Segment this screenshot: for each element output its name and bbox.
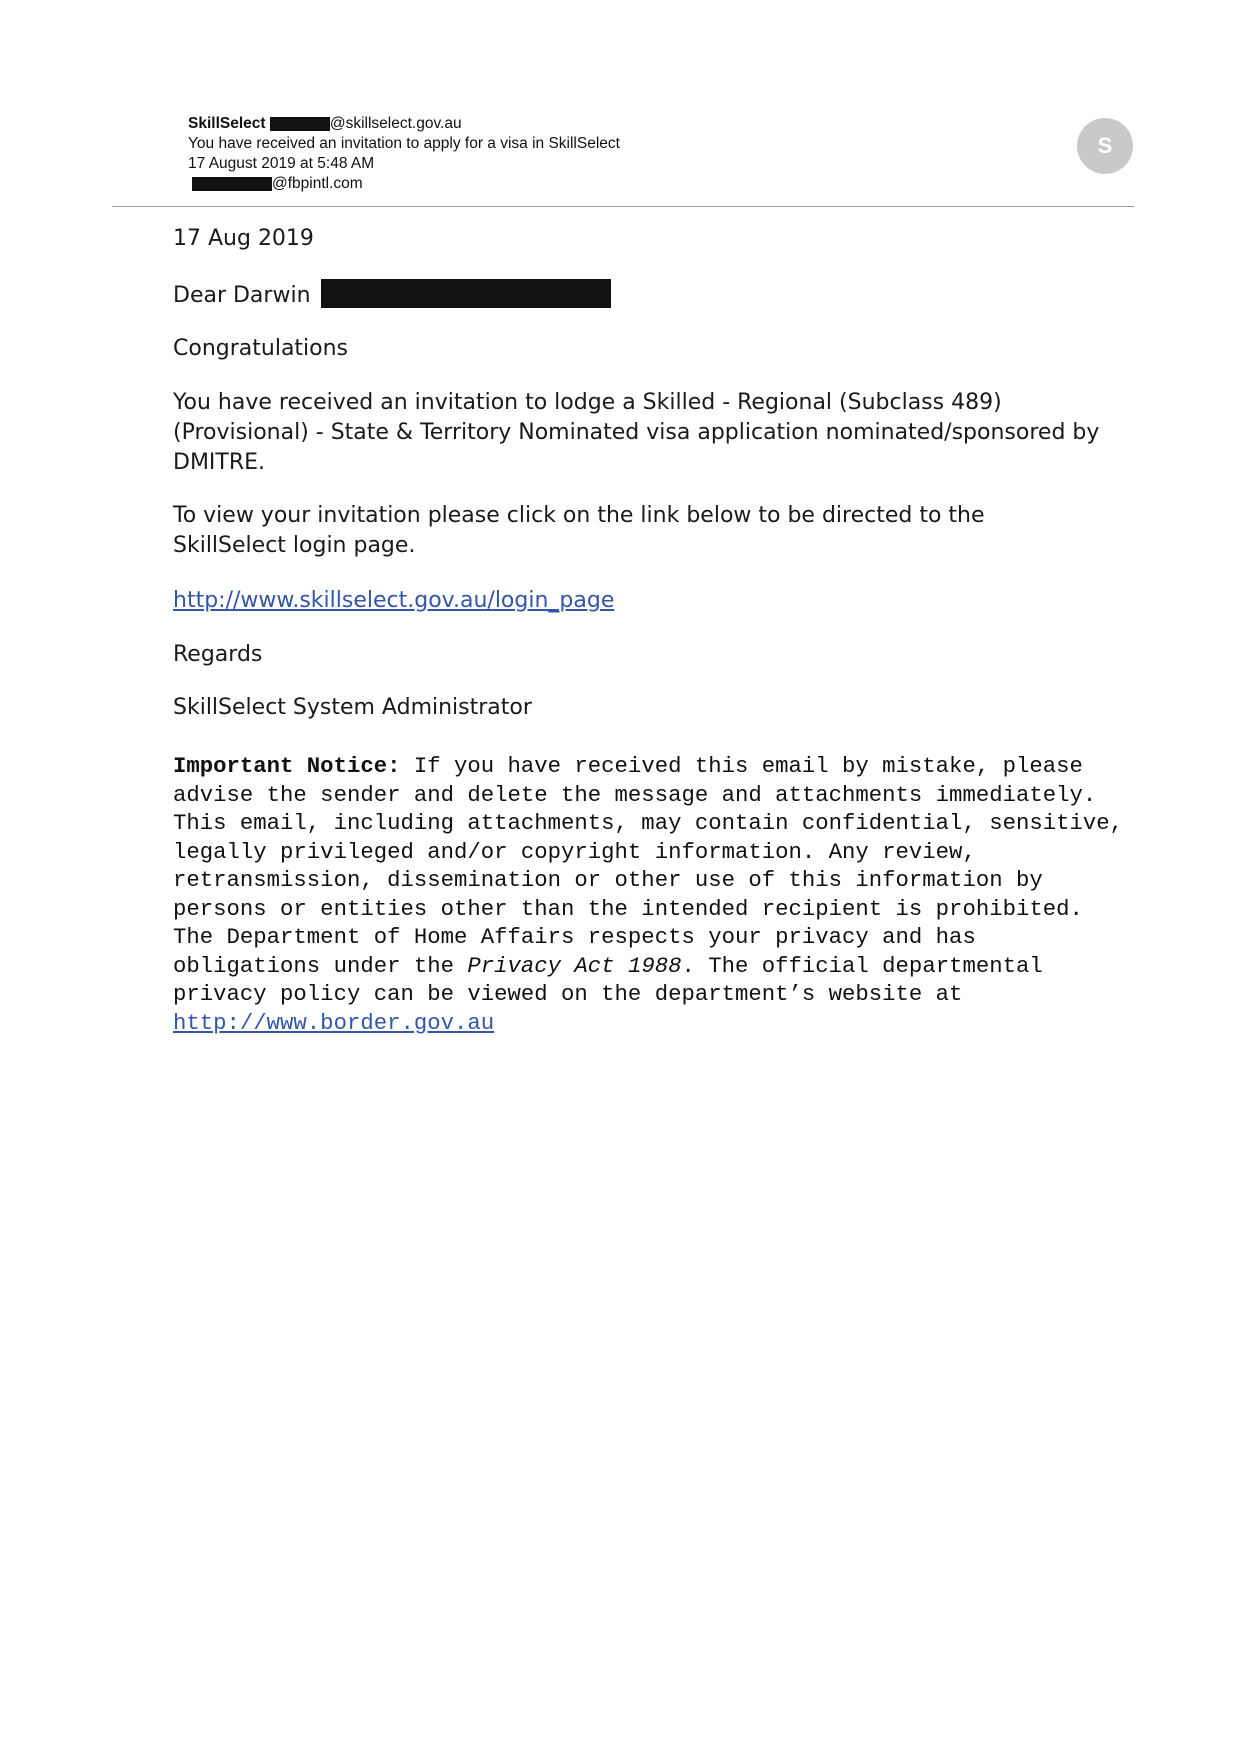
notice-label: Important Notice: (173, 753, 401, 779)
important-notice (173, 752, 1123, 1037)
date-value: 17 August 2019 at 5:48 AM (188, 155, 375, 172)
notice-text-1: If you have received this email by mistake, please advise the sender and delete the message and attachments immediately. This email, including attachments, may contain confidential, sensitive, legally privileged and/or copyright information. Any review, retransmission, dissemination or other use of this information by persons or entities other than the intended recipient is prohibited. The Department of Home Affairs respects your privacy and has obligations under the (173, 753, 1124, 979)
redaction-bar (192, 177, 272, 191)
notice-text-2: . The official departmental privacy policy can be viewed on the department’s website at (173, 952, 1043, 1007)
login-link[interactable]: http://www.skillselect.gov.au/login_page (173, 588, 615, 613)
from-domain: @skillselect.gov.au (329, 115, 462, 132)
to-value (188, 174, 363, 194)
login-link-line (173, 586, 614, 616)
to-domain: @fbpintl.com (272, 175, 363, 192)
from-name: SkillSelect (188, 115, 266, 132)
redaction-bar (270, 117, 330, 131)
invitation-paragraph: You have received an invitation to lodge a Skilled - Regional (Subclass 489) (Provisional) - State & Territory Nominated visa application nominated/sponsored by DMITRE. (173, 390, 1100, 475)
body-date: 17 Aug 2019 (173, 226, 314, 251)
greeting-text: Dear Darwin (173, 283, 311, 308)
regards: Regards (173, 642, 263, 667)
redaction-bar (321, 279, 611, 308)
instruction-paragraph: To view your invitation please click on the link below to be directed to the SkillSelect login page. (173, 503, 985, 558)
signature: SkillSelect System Administrator (173, 695, 532, 720)
border-link[interactable]: http://www.border.gov.au (173, 1009, 495, 1036)
header-divider (112, 206, 1134, 207)
from-value (188, 114, 462, 134)
congratulations: Congratulations (173, 336, 349, 361)
sender-avatar: S (1077, 118, 1133, 174)
privacy-act: Privacy Act 1988 (467, 952, 682, 979)
greeting (173, 279, 611, 311)
subject-value: You have received an invitation to apply for a visa in SkillSelect (188, 135, 620, 152)
